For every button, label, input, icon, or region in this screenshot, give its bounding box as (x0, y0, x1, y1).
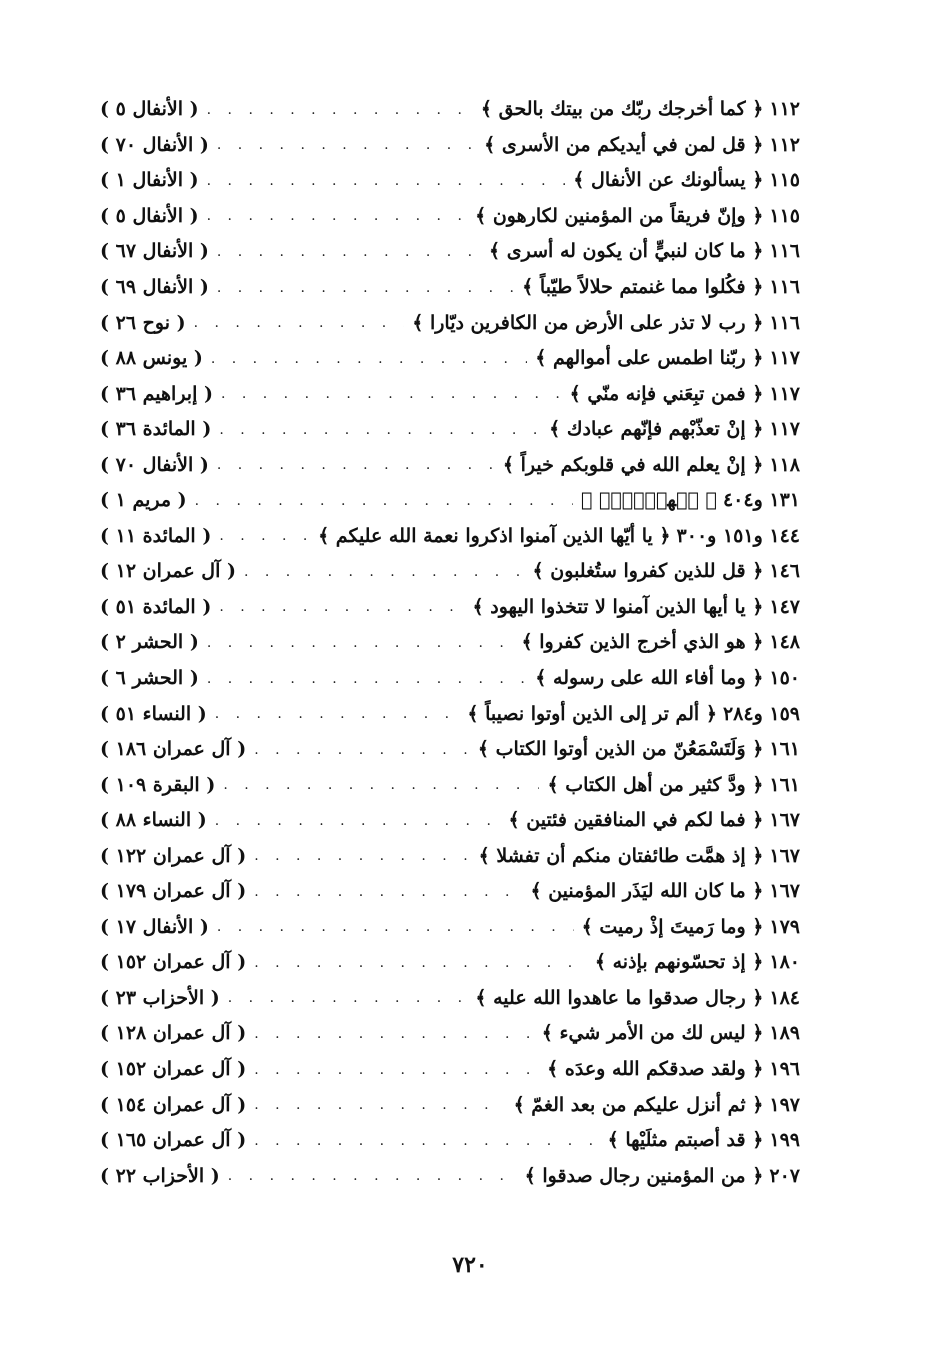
entry-surah-reference: ( آل عمران ١٥٢ ) (100, 1058, 247, 1081)
entry-verse-text: ﴿ إنْ تعذّبْهم فإنّهم عبادك ﴾ (549, 418, 764, 441)
dot-leader (219, 600, 464, 614)
dot-leader (254, 956, 587, 970)
index-entry (100, 234, 800, 270)
dot-leader (207, 103, 473, 117)
dot-leader (217, 920, 574, 934)
entry-surah-reference: ( آل عمران ١٢٢ ) (100, 844, 247, 867)
page-number: ٧٢٠ (452, 1252, 488, 1278)
entry-page-numbers: ١١٨ (769, 453, 800, 476)
entry-page-numbers: ١٨٩ (769, 1022, 800, 1045)
entry-surah-reference: ( الأنفال ٦٧ ) (100, 240, 209, 263)
index-entry (100, 732, 800, 768)
entry-verse-text: ﴿ إنْ يعلم الله في قلوبكم خيراً ﴾ (502, 453, 764, 476)
entry-verse-text: ﴿ ما كان الله ليَذَر المؤمنين ﴾ (530, 880, 764, 903)
index-entry (100, 661, 800, 697)
entry-page-numbers: ١١٧ (769, 347, 800, 370)
dot-leader (207, 209, 467, 223)
entry-verse-text: ﴿ رجال صدقوا ما عاهدوا الله عليه ﴾ (475, 986, 764, 1009)
entry-verse-text: ﴿ قل للذين كفروا ستُغلبون ﴾ (532, 560, 764, 583)
entry-verse-text: ﴿ كۤهيۤعۤصۤ ﴾ (580, 489, 717, 512)
entry-verse-text: ﴿ من المؤمنين رجال صدقوا ﴾ (524, 1164, 764, 1187)
entry-verse-text: ﴿ فما لكم في المنافقين فئتين ﴾ (508, 809, 764, 832)
dot-leader (217, 138, 476, 152)
entry-verse-text: ﴿ فكُلوا مما غنمتم حلالاً طيّباً ﴾ (522, 276, 764, 298)
entry-surah-reference: ( آل عمران ١٢ ) (100, 560, 236, 583)
dot-leader (254, 1063, 539, 1077)
entry-page-numbers: ١٨٤ (769, 986, 800, 1009)
entry-surah-reference: ( الأنفال ٥ ) (100, 98, 199, 121)
dot-leader (217, 281, 514, 295)
entry-page-numbers: ١١٦ (769, 240, 800, 263)
dot-leader (254, 1134, 599, 1148)
dot-leader (254, 1027, 534, 1041)
dot-leader (207, 174, 566, 188)
entry-verse-text: ﴿ ربّنا اطمس على أموالهم ﴾ (535, 347, 764, 370)
index-entry (100, 554, 800, 590)
entry-page-numbers: ١١٥ (769, 204, 800, 227)
entry-verse-text: ﴿ فمن تبِعَني فإنه منّي ﴾ (569, 382, 764, 405)
entry-surah-reference: ( الحشر ٢ ) (100, 631, 199, 654)
entry-page-numbers: ١٦٧ (769, 809, 800, 832)
dot-leader (254, 1098, 505, 1112)
entry-page-numbers: ١١٦ (769, 311, 800, 334)
index-entry (100, 945, 800, 981)
dot-leader (207, 672, 527, 686)
entry-page-numbers: ١٩٩ (769, 1129, 800, 1152)
index-entry (100, 1087, 800, 1123)
entry-page-numbers: ١٨٠ (769, 951, 800, 974)
entry-page-numbers: ١١٧ (769, 382, 800, 405)
dot-leader (217, 458, 495, 472)
entry-page-numbers: ١٦١ (769, 738, 800, 761)
dot-leader (219, 529, 310, 543)
entry-surah-reference: ( الأنفال ١ ) (100, 169, 199, 192)
dot-leader (254, 885, 522, 899)
dot-leader (244, 565, 525, 579)
index-entry (100, 519, 800, 555)
entry-page-numbers: ١٦٧ (769, 844, 800, 867)
entry-verse-text: ﴿ كما أخرجك ربّك من بيتك بالحق ﴾ (480, 98, 764, 121)
entry-page-numbers: ١٤٦ (769, 560, 800, 583)
index-entry (100, 767, 800, 803)
entry-verse-text: ﴿ ثم أنزل عليكم من بعد الغمّ ﴾ (513, 1093, 764, 1116)
index-entry (100, 270, 800, 306)
entry-verse-text: ﴿ ودَّ كثير من أهل الكتاب ﴾ (547, 773, 764, 796)
entry-page-numbers: ١٩٦ (769, 1058, 800, 1081)
dot-leader (254, 743, 470, 757)
dot-leader (195, 494, 573, 508)
entry-page-numbers: ١٦٧ (769, 880, 800, 903)
index-entry (100, 1123, 800, 1159)
dot-leader (228, 1169, 517, 1183)
dot-leader (194, 316, 405, 330)
entry-page-numbers: ١٤٤ و١٥١ و٣٠٠ (676, 524, 800, 547)
dot-leader (207, 636, 514, 650)
entry-surah-reference: ( مريم ١ ) (100, 489, 187, 512)
entry-surah-reference: ( المائدة ٥١ ) (100, 595, 212, 618)
dot-leader (215, 707, 460, 721)
entry-verse-text: ﴿ ولقد صدقكم الله وعدَه ﴾ (547, 1058, 764, 1081)
entry-verse-text: ﴿ يا أيها الذين آمنوا لا تتخذوا اليهود ﴾ (472, 595, 764, 618)
entry-page-numbers: ١٥٠ (769, 667, 800, 690)
entry-surah-reference: ( يونس ٨٨ ) (100, 347, 203, 370)
index-entry (100, 981, 800, 1017)
entry-page-numbers: ١٧٩ (769, 915, 800, 938)
entry-surah-reference: ( النساء ٥١ ) (100, 702, 207, 725)
index-entry (100, 625, 800, 661)
index-entry (100, 341, 800, 377)
index-entry (100, 92, 800, 128)
index-entry (100, 874, 800, 910)
entry-verse-text: ﴿ رب لا تذر على الأرض من الكافرين ديّارا ﴾ (412, 311, 764, 334)
entry-verse-text: ﴿ ألم تر إلى الذين أوتوا نصيباً ﴾ (467, 702, 717, 725)
entry-verse-text: ﴿ هو الذي أخرج الذين كفروا ﴾ (521, 631, 764, 654)
entry-verse-text: ﴿ وما رَميتَ إذْ رميت ﴾ (581, 915, 764, 938)
index-entry (100, 1158, 800, 1194)
entry-surah-reference: ( آل عمران ١٥٤ ) (100, 1093, 247, 1116)
index-entry (100, 412, 800, 448)
index-entry (100, 199, 800, 235)
entry-verse-text: ﴿ قد أصبتم مثلَيْها ﴾ (607, 1129, 764, 1152)
dot-leader (223, 778, 539, 792)
verse-index-list (100, 92, 800, 1194)
dot-leader (211, 352, 527, 366)
entry-verse-text: ﴿ وإنّ فريقاً من المؤمنين لكارهون ﴾ (475, 204, 764, 227)
entry-verse-text: ﴿ إذ تحسّونهم بإذنه ﴾ (594, 951, 764, 974)
entry-verse-text: ﴿ وما أفاء الله على رسوله ﴾ (535, 667, 764, 690)
entry-verse-text: ﴿ يسألونك عن الأنفال ﴾ (573, 169, 764, 192)
entry-page-numbers: ١١٢ (769, 133, 800, 156)
entry-page-numbers: ٢٠٧ (769, 1164, 800, 1187)
entry-surah-reference: ( الأحزاب ٢٢ ) (100, 1164, 220, 1187)
index-entry (100, 696, 800, 732)
entry-page-numbers: ١٩٧ (769, 1093, 800, 1116)
entry-surah-reference: ( الأنفال ٧٠ ) (100, 133, 209, 156)
index-entry (100, 163, 800, 199)
entry-page-numbers: ١١٢ (769, 98, 800, 121)
dot-leader (228, 991, 468, 1005)
entry-verse-text: ﴿ يا أيّها الذين آمنوا اذكروا نعمة الله عليكم ﴾ (318, 524, 671, 547)
dot-leader (215, 814, 501, 828)
entry-page-numbers: ١٥٩ و٢٨٤ (722, 702, 800, 725)
entry-verse-text: ﴿ وَلَتَسْمَعُنّ من الذين أوتوا الكتاب ﴾ (477, 738, 764, 761)
entry-verse-text: ﴿ ليس لك من الأمر شيء ﴾ (541, 1022, 764, 1045)
index-entry (100, 838, 800, 874)
entry-surah-reference: ( الأنفال ١٧ ) (100, 915, 209, 938)
entry-surah-reference: ( البقرة ١٠٩ ) (100, 773, 216, 796)
entry-surah-reference: ( نوح ٢٦ ) (100, 311, 186, 334)
entry-page-numbers: ١١٦ (769, 276, 800, 298)
entry-surah-reference: ( آل عمران ١٦٥ ) (100, 1129, 247, 1152)
dot-leader (217, 245, 481, 259)
entry-surah-reference: ( آل عمران ١٧٩ ) (100, 880, 247, 903)
dot-leader (254, 849, 470, 863)
entry-surah-reference: ( المائدة ٣٦ ) (100, 418, 212, 441)
index-entry (100, 483, 800, 519)
index-entry (100, 1052, 800, 1088)
index-entry (100, 376, 800, 412)
entry-page-numbers: ١١٧ (769, 418, 800, 441)
index-entry (100, 1016, 800, 1052)
entry-verse-text: ﴿ إذ همَّت طائفتان منكم أن تفشلا ﴾ (478, 844, 764, 867)
index-entry (100, 128, 800, 164)
index-entry (100, 803, 800, 839)
dot-leader (219, 423, 541, 437)
entry-page-numbers: ١١٥ (769, 169, 800, 192)
entry-surah-reference: ( الحشر ٦ ) (100, 667, 199, 690)
entry-surah-reference: ( الأنفال ٧٠ ) (100, 453, 209, 476)
dot-leader (221, 387, 562, 401)
entry-page-numbers: ١٦١ (769, 773, 800, 796)
entry-surah-reference: ( المائدة ١١ ) (100, 524, 212, 547)
index-entry (100, 447, 800, 483)
entry-page-numbers: ١٤٨ (769, 631, 800, 654)
entry-verse-text: ﴿ ما كان لنبيٍّ أن يكون له أسرى ﴾ (489, 240, 764, 263)
entry-surah-reference: ( آل عمران ١٢٨ ) (100, 1022, 247, 1045)
entry-page-numbers: ١٤٧ (769, 595, 800, 618)
index-entry (100, 305, 800, 341)
entry-surah-reference: ( آل عمران ١٨٦ ) (100, 738, 247, 761)
index-entry (100, 590, 800, 626)
entry-verse-text: ﴿ قل لمن في أيديكم من الأسرى ﴾ (484, 133, 764, 156)
entry-surah-reference: ( الأنفال ٥ ) (100, 204, 199, 227)
entry-surah-reference: ( آل عمران ١٥٢ ) (100, 951, 247, 974)
entry-surah-reference: ( الأحزاب ٢٣ ) (100, 986, 220, 1009)
entry-surah-reference: ( الأنفال ٦٩ ) (100, 276, 209, 298)
entry-surah-reference: ( إبراهيم ٣٦ ) (100, 382, 213, 405)
index-entry (100, 910, 800, 946)
entry-surah-reference: ( النساء ٨٨ ) (100, 809, 207, 832)
entry-page-numbers: ١٣١ و٤٠٤ (722, 489, 800, 512)
